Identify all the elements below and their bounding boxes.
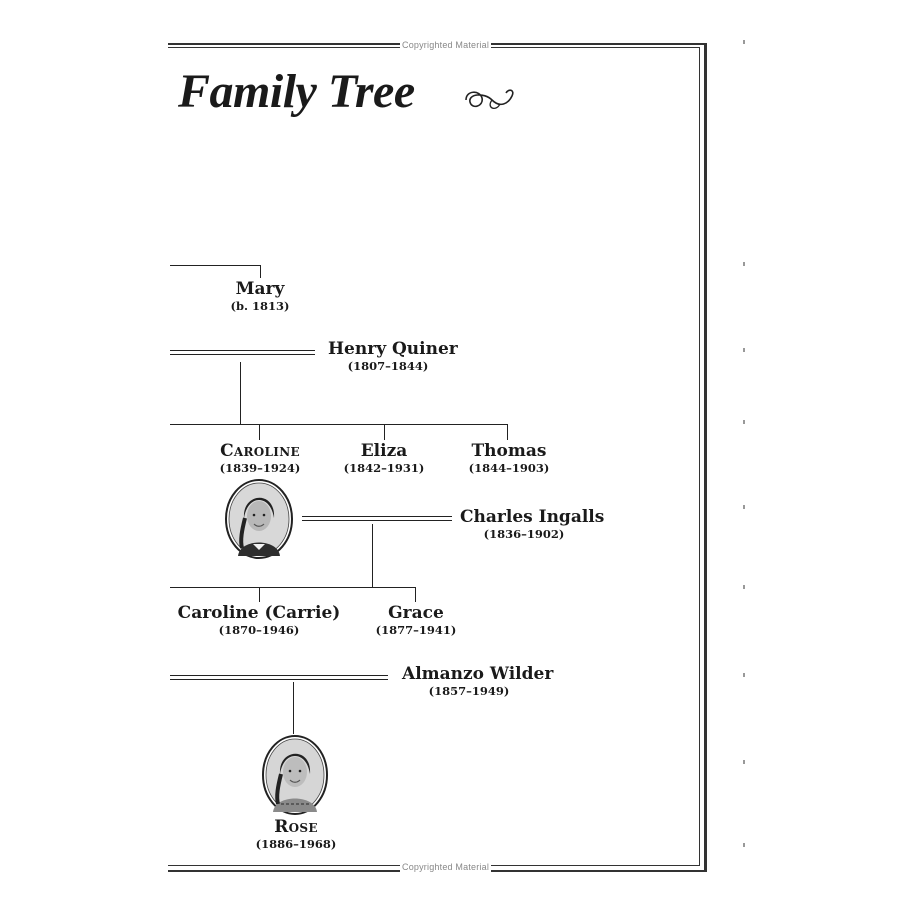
person-name-caroline: Caroline <box>220 441 300 461</box>
connector-line <box>293 682 294 734</box>
page-title: Family Tree <box>178 65 415 118</box>
person-name: Grace <box>388 603 444 623</box>
person-dates: (1870–1946) <box>218 623 300 637</box>
connector-line <box>240 362 241 424</box>
margin-tick <box>743 843 745 847</box>
margin-tick <box>743 420 745 424</box>
person-name: Henry Quiner <box>328 339 458 359</box>
connector-line <box>260 265 261 278</box>
watermark-bottom: Copyrighted Material <box>402 862 490 872</box>
person-dates: (b. 1813) <box>230 299 290 313</box>
rose-portrait-icon <box>261 734 329 816</box>
connector-line <box>170 265 261 266</box>
person-name: Mary <box>235 279 285 299</box>
connector-line <box>259 587 260 602</box>
person-name-rose: Rose <box>274 817 318 837</box>
person-name: Charles Ingalls <box>460 507 605 527</box>
connector-line <box>415 587 416 602</box>
person-dates: (1857–1949) <box>428 684 510 698</box>
person-dates: (1877–1941) <box>375 623 457 637</box>
person-name: Almanzo Wilder <box>402 664 554 684</box>
margin-tick <box>743 40 745 44</box>
marriage-line <box>170 350 315 355</box>
person-name: Eliza <box>360 441 408 461</box>
margin-tick <box>743 348 745 352</box>
connector-line <box>507 424 508 440</box>
caroline-portrait-icon <box>224 478 294 560</box>
person-dates: (1807–1844) <box>347 359 429 373</box>
person-dates: (1842–1931) <box>343 461 425 475</box>
connector-line <box>384 424 385 440</box>
margin-tick <box>743 505 745 509</box>
margin-tick <box>743 760 745 764</box>
person-name: Caroline (Carrie) <box>177 603 341 623</box>
sibling-bar <box>170 587 416 588</box>
watermark-top: Copyrighted Material <box>402 40 490 50</box>
marriage-line <box>302 516 452 521</box>
margin-tick <box>743 673 745 677</box>
person-dates: (1844–1903) <box>468 461 550 475</box>
person-dates: (1886–1968) <box>255 837 337 851</box>
flourish-ornament-icon <box>462 84 520 114</box>
person-name: Thomas <box>471 441 547 461</box>
connector-line <box>372 524 373 587</box>
margin-tick <box>743 585 745 589</box>
sibling-bar <box>170 424 508 425</box>
person-dates: (1836–1902) <box>483 527 565 541</box>
margin-tick <box>743 262 745 266</box>
marriage-line <box>170 675 388 680</box>
person-dates: (1839–1924) <box>219 461 301 475</box>
connector-line <box>259 424 260 440</box>
